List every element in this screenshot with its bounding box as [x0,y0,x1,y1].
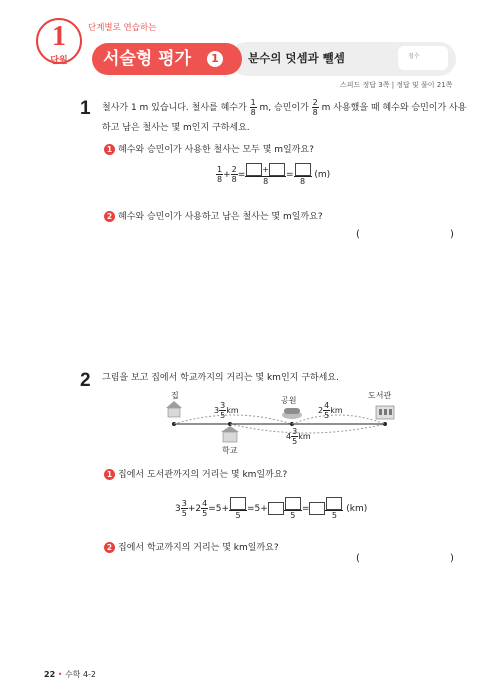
answer-box[interactable] [268,502,284,515]
q2-equation: 3 $\frac{3}{5}$ +2 $\frac{4}{5}$ =5+ 5 =5+ 5 = 5 (km) [175,499,368,520]
practice-label: 단계별로 연습하는 [88,23,157,33]
q1-equation: $\frac{1}{8}$ + $\frac{2}{8}$ = + 8 = 8 (m) [217,165,331,186]
sub-number-icon: 1 [104,469,115,480]
q2-answer-field[interactable] [364,552,446,568]
question-2-number: 2 [80,370,91,391]
question-1-line-1 [102,98,466,117]
eq-blank-fraction[interactable]: 5 [284,497,302,520]
answer-box[interactable] [295,163,311,176]
q1-answer-field[interactable] [364,228,446,244]
answer-paren-close: ) [450,553,454,564]
question-1-line-2: 하고 남은 철사는 몇 m인지 구하세요. [102,123,250,133]
unit-label: (m) [314,170,331,180]
eq-blank-fraction[interactable]: + 8 [245,163,286,186]
distance-diagram [160,390,400,460]
page-number: 22 [44,670,56,679]
unit-label: 단원 [50,56,68,66]
q2-sub-question-2 [104,540,279,553]
bullet-icon: • [57,670,63,679]
q1-sub1-text: 혜수와 승민이가 사용한 철사는 모두 몇 m일까요? [118,145,314,155]
distance-park-library: 2 $\frac{4}{5}$ km [318,401,343,420]
question-1-number: 1 [80,98,91,119]
unit-label: (km) [346,504,368,514]
answer-box[interactable] [309,502,325,515]
q2-sub1-text: 집에서 도서관까지의 거리는 몇 km일까요? [118,470,288,480]
q1-text-a: 철사가 1 m 있습니다. 철사를 혜수가 [102,103,247,113]
book-title: 수학 4-2 [64,670,97,679]
eq-fraction: $\frac{1}{8}$ [217,165,223,184]
label-home: 집 [171,391,179,400]
title-badge: 1 [207,51,223,67]
answer-reference: 스피드 정답 3쪽 | 정답 및 풀이 21쪽 [340,81,453,89]
eq-blank-fraction[interactable]: 8 [294,163,312,186]
unit-number: 1 [52,21,66,52]
house-icon [166,401,182,417]
answer-box[interactable] [269,163,285,176]
eq-blank-fraction[interactable]: 5 [325,497,343,520]
answer-paren-open: ( [356,553,360,564]
sub-number-icon: 1 [104,144,115,155]
answer-box[interactable] [230,497,246,510]
eq-blank-fraction[interactable]: 5 [229,497,247,520]
q1-fraction-2: $\frac{2}{8}$ [312,98,318,117]
page-footer [44,669,96,680]
label-park: 공원 [281,396,297,405]
library-icon [376,406,394,419]
q2-sub-question-1 [104,467,287,480]
q1-fraction-1: $\frac{1}{8}$ [250,98,256,117]
q1-sub2-text: 혜수와 승민이가 사용하고 남은 철사는 몇 m일까요? [118,212,323,222]
q1-sub-question-1 [104,142,314,155]
park-icon [282,408,302,419]
q1-text-c: m 사용했을 때 혜수와 승민이가 사용 [321,103,467,113]
sub-number-icon: 2 [104,542,115,553]
answer-paren-close: ) [450,229,454,240]
label-library: 도서관 [368,391,392,400]
eq-fraction: $\frac{2}{8}$ [231,165,237,184]
label-school: 학교 [222,446,238,455]
score-box [398,46,448,70]
answer-box[interactable] [326,497,342,510]
distance-home-park: 3 $\frac{3}{5}$ km [214,401,239,420]
q1-sub-question-2 [104,209,323,222]
page-subtitle: 분수의 덧셈과 뺄셈 [248,51,345,65]
answer-box[interactable] [246,163,262,176]
sub-number-icon: 2 [104,211,115,222]
page-title: 서술형 평가 [103,49,192,69]
answer-paren-open: ( [356,229,360,240]
school-icon [221,426,239,442]
q1-text-b: m, 승민이가 [259,103,309,113]
score-label: 점수 [408,53,420,60]
distance-school-library: 4 $\frac{3}{5}$ km [286,427,311,446]
q2-sub2-text: 집에서 학교까지의 거리는 몇 km일까요? [118,543,279,553]
question-2-text: 그림을 보고 집에서 학교까지의 거리는 몇 km인지 구하세요. [102,373,339,383]
answer-box[interactable] [285,497,301,510]
